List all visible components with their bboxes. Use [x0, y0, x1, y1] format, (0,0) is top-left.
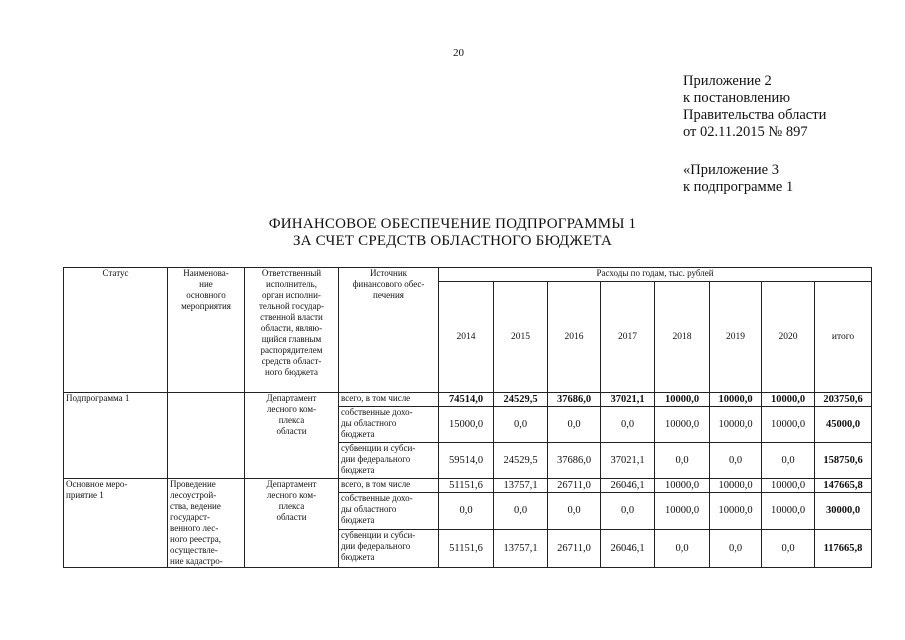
value-cell: 10000,0 [655, 407, 710, 443]
header-year: 2017 [601, 282, 655, 393]
source-cell: собственные дохо- ды областного бюджета [339, 493, 439, 529]
value-cell: 10000,0 [710, 407, 762, 443]
value-cell: 10000,0 [762, 407, 815, 443]
value-cell: 0,0 [494, 493, 548, 529]
value-cell: 26711,0 [548, 529, 601, 567]
value-cell: 10000,0 [655, 393, 710, 407]
financing-table [63, 267, 872, 568]
value-cell: 24529,5 [494, 393, 548, 407]
executor-cell: Департамент лесного ком- плекса области [245, 479, 339, 568]
value-cell: 37686,0 [548, 443, 601, 479]
value-cell: 0,0 [655, 529, 710, 567]
name-cell [168, 393, 245, 479]
header-year: 2016 [548, 282, 601, 393]
value-cell: 15000,0 [439, 407, 494, 443]
header-year: 2018 [655, 282, 710, 393]
source-cell: субвенции и субси- дии федерального бюджета [339, 529, 439, 567]
value-cell: 0,0 [548, 493, 601, 529]
name-cell: Проведение лесоустрой- ства, ведение государст- венного лес- ного реестра, осуществле- ние кадастро- [168, 479, 245, 568]
value-cell: 26711,0 [548, 479, 601, 493]
value-cell: 0,0 [710, 443, 762, 479]
appendix-line: Приложение 2 [683, 73, 772, 89]
header-status: Статус [64, 268, 168, 393]
value-cell: 26046,1 [601, 529, 655, 567]
value-cell: 74514,0 [439, 393, 494, 407]
value-cell: 0,0 [655, 443, 710, 479]
value-cell: 10000,0 [710, 393, 762, 407]
source-cell: субвенции и субси- дии федерального бюджета [339, 443, 439, 479]
value-cell: 10000,0 [762, 479, 815, 493]
value-cell: 13757,1 [494, 479, 548, 493]
total-cell: 117665,8 [815, 529, 872, 567]
table-row [64, 393, 872, 407]
value-cell: 10000,0 [710, 479, 762, 493]
value-cell: 10000,0 [655, 479, 710, 493]
header-year: 2019 [710, 282, 762, 393]
value-cell: 51151,6 [439, 529, 494, 567]
appendix-line: к постановлению [683, 90, 791, 106]
value-cell: 37021,1 [601, 393, 655, 407]
source-cell: всего, в том числе [339, 479, 439, 493]
status-cell: Подпрограмма 1 [64, 393, 168, 479]
value-cell: 0,0 [601, 493, 655, 529]
table-row [64, 479, 872, 493]
value-cell: 13757,1 [494, 529, 548, 567]
total-cell: 158750,6 [815, 443, 872, 479]
total-cell: 147665,8 [815, 479, 872, 493]
header-year: 2015 [494, 282, 548, 393]
value-cell: 0,0 [762, 443, 815, 479]
value-cell: 37686,0 [548, 393, 601, 407]
total-cell: 30000,0 [815, 493, 872, 529]
value-cell: 37021,1 [601, 443, 655, 479]
header-year: 2014 [439, 282, 494, 393]
value-cell: 0,0 [494, 407, 548, 443]
total-cell: 203750,6 [815, 393, 872, 407]
executor-cell: Департамент лесного ком- плекса области [245, 393, 339, 479]
header-total: итого [815, 282, 872, 393]
status-cell: Основное меро- приятие 1 [64, 479, 168, 568]
source-cell: всего, в том числе [339, 393, 439, 407]
value-cell: 0,0 [601, 407, 655, 443]
value-cell: 10000,0 [762, 493, 815, 529]
value-cell: 59514,0 [439, 443, 494, 479]
header-name: Наименова- ние основного мероприятия [168, 268, 245, 393]
document-title: ФИНАНСОВОЕ ОБЕСПЕЧЕНИЕ ПОДПРОГРАММЫ 1 [268, 216, 637, 232]
value-cell: 10000,0 [655, 493, 710, 529]
value-cell: 10000,0 [762, 393, 815, 407]
page-number: 20 [453, 47, 464, 59]
value-cell: 0,0 [762, 529, 815, 567]
value-cell: 51151,6 [439, 479, 494, 493]
value-cell: 24529,5 [494, 443, 548, 479]
value-cell: 26046,1 [601, 479, 655, 493]
header-executor: Ответственный исполнитель, орган исполни- тельной государ- ственной власти области, являю- щийся главным распорядителем средств област- ного бюджета [245, 268, 339, 393]
appendix-line: от 02.11.2015 № 897 [683, 124, 808, 140]
document-subtitle: ЗА СЧЕТ СРЕДСТВ ОБЛАСТНОГО БЮДЖЕТА [292, 233, 613, 249]
appendix-line: Правительства области [683, 107, 827, 123]
value-cell: 0,0 [548, 407, 601, 443]
header-expenses: Расходы по годам, тыс. рублей [439, 268, 872, 282]
value-cell: 0,0 [710, 529, 762, 567]
appendix-line: «Приложение 3 [683, 162, 779, 178]
appendix-line: к подпрограмме 1 [683, 179, 794, 195]
value-cell: 10000,0 [710, 493, 762, 529]
value-cell: 0,0 [439, 493, 494, 529]
header-source: Источник финансового обес- печения [339, 268, 439, 393]
header-year: 2020 [762, 282, 815, 393]
appendix-block [683, 73, 826, 196]
source-cell: собственные дохо- ды областного бюджета [339, 407, 439, 443]
total-cell: 45000,0 [815, 407, 872, 443]
